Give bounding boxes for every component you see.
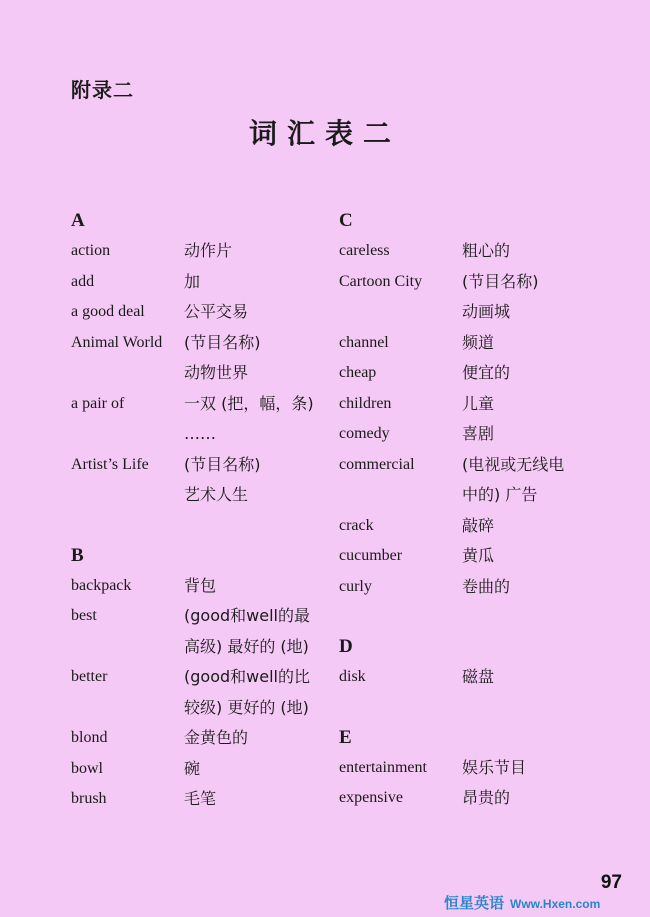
glossary-entry	[339, 450, 629, 511]
entry-meaning	[462, 328, 494, 359]
entry-meaning	[184, 662, 310, 723]
meaning-line: 磁盘	[462, 667, 495, 686]
meaning-line: 较级) 更好的 (地)	[184, 697, 309, 717]
entry-meaning	[184, 297, 248, 328]
entry-word: best	[71, 607, 97, 624]
glossary-entry	[71, 389, 331, 450]
entry-meaning	[184, 754, 200, 785]
section-letter: C	[339, 210, 353, 231]
meaning-line: 动物世界	[184, 363, 249, 382]
meaning-line: 一双 (把，幅，条)	[184, 393, 314, 413]
meaning-line: 黄瓜	[462, 546, 495, 565]
glossary-entry	[71, 267, 331, 298]
entry-meaning	[462, 450, 564, 511]
meaning-line: 频道	[462, 332, 495, 352]
meaning-line: 动画城	[462, 302, 511, 321]
entry-meaning	[462, 753, 526, 784]
meaning-line: 金黄色的	[184, 728, 249, 747]
watermark-url: Www.Hxen.com	[510, 897, 601, 911]
glossary-entry	[339, 358, 629, 389]
entry-word: careless	[339, 242, 390, 259]
meaning-line: 碗	[184, 758, 201, 778]
meaning-line: (good和well的比	[184, 667, 310, 686]
entry-meaning	[462, 419, 494, 450]
glossary-entry	[71, 784, 331, 815]
entry-meaning	[462, 572, 510, 603]
entry-word: a pair of	[71, 394, 125, 412]
section-letter: A	[71, 210, 85, 231]
glossary-entry	[339, 419, 629, 450]
glossary-entry	[339, 783, 629, 814]
entry-word: a good deal	[71, 303, 145, 320]
entry-meaning	[184, 236, 232, 267]
glossary-entry	[71, 662, 331, 723]
entry-meaning	[184, 784, 216, 815]
entry-word: Cartoon City	[339, 272, 423, 290]
entry-meaning	[184, 328, 261, 389]
meaning-line: 动作片	[184, 241, 233, 260]
entry-word: disk	[339, 668, 366, 685]
entry-word: children	[339, 394, 392, 412]
entry-word: add	[71, 272, 95, 290]
entry-meaning	[462, 267, 539, 328]
glossary-entry	[339, 541, 629, 572]
entry-word: entertainment	[339, 758, 427, 776]
meaning-line: 喜剧	[462, 424, 495, 443]
entry-meaning	[462, 236, 510, 267]
entry-meaning	[462, 541, 494, 572]
meaning-line: 儿童	[462, 393, 495, 413]
watermark-brand: 恒星英语	[444, 894, 505, 912]
glossary-entry	[71, 754, 331, 785]
entry-word: expensive	[339, 789, 403, 806]
entry-meaning	[184, 601, 310, 662]
meaning-line: 艺术人生	[184, 485, 249, 504]
meaning-line: 卷曲的	[462, 576, 511, 596]
meaning-line: ……	[184, 424, 216, 443]
section-spacer	[339, 693, 629, 723]
glossary-right-column	[339, 206, 629, 814]
meaning-line: (good和well的最	[184, 606, 310, 625]
entry-meaning	[184, 267, 200, 298]
entry-word: bowl	[71, 759, 103, 777]
entry-meaning	[184, 450, 261, 511]
section-spacer	[339, 602, 629, 632]
entry-meaning	[462, 358, 510, 389]
glossary-entry	[71, 236, 331, 267]
entry-word: Artist’s Life	[71, 455, 149, 473]
glossary-entry	[71, 723, 331, 754]
watermark	[444, 892, 600, 913]
entry-meaning	[184, 723, 248, 754]
meaning-line: 加	[184, 271, 201, 291]
meaning-line: 粗心的	[462, 241, 511, 260]
glossary-entry	[339, 511, 629, 542]
meaning-line: 毛笔	[184, 789, 217, 808]
entry-word: action	[71, 242, 111, 259]
meaning-line: 中的) 广告	[462, 485, 538, 504]
entry-word: channel	[339, 333, 389, 351]
entry-meaning	[184, 389, 314, 450]
entry-word: better	[71, 668, 108, 685]
page-title: 词汇表二	[248, 117, 401, 150]
glossary-entry	[339, 572, 629, 603]
meaning-line: 背包	[184, 575, 217, 595]
glossary-entry	[71, 297, 331, 328]
glossary-entry	[339, 389, 629, 420]
meaning-line: 敲碎	[462, 515, 495, 535]
entry-word: Animal World	[71, 333, 163, 351]
glossary-entry	[71, 328, 331, 389]
glossary-entry	[339, 267, 629, 328]
appendix-label: 附录二	[71, 78, 134, 102]
meaning-line: (电视或无线电	[462, 454, 565, 474]
entry-meaning	[462, 662, 494, 693]
entry-meaning	[462, 783, 510, 814]
entry-word: brush	[71, 790, 107, 807]
entry-word: comedy	[339, 425, 390, 442]
glossary-entry	[339, 753, 629, 784]
meaning-line: 高级) 最好的 (地)	[184, 636, 309, 656]
entry-word: cucumber	[339, 547, 403, 564]
meaning-line: 昂贵的	[462, 788, 511, 807]
page-number: 97	[600, 872, 622, 893]
entry-word: blond	[71, 729, 108, 746]
entry-meaning	[462, 511, 494, 542]
meaning-line: (节目名称)	[184, 454, 261, 474]
entry-meaning	[462, 389, 494, 420]
entry-meaning	[184, 571, 216, 602]
glossary-entry	[71, 450, 331, 511]
meaning-line: 便宜的	[462, 363, 511, 382]
glossary-entry	[339, 236, 629, 267]
entry-word: curly	[339, 577, 372, 595]
meaning-line: 公平交易	[184, 302, 249, 321]
glossary-entry	[339, 328, 629, 359]
entry-word: backpack	[71, 576, 132, 594]
glossary-entry	[339, 662, 629, 693]
entry-word: crack	[339, 516, 374, 534]
section-letter: D	[339, 636, 353, 657]
glossary-left-column	[71, 206, 331, 815]
glossary-entry	[71, 571, 331, 602]
meaning-line: (节目名称)	[462, 271, 539, 291]
section-spacer	[71, 511, 331, 541]
entry-word: commercial	[339, 455, 415, 473]
entry-word: cheap	[339, 364, 377, 381]
meaning-line: 娱乐节目	[462, 757, 527, 777]
glossary-entry	[71, 601, 331, 662]
section-letter: B	[71, 544, 84, 566]
section-letter: E	[339, 726, 352, 748]
meaning-line: (节目名称)	[184, 332, 261, 352]
